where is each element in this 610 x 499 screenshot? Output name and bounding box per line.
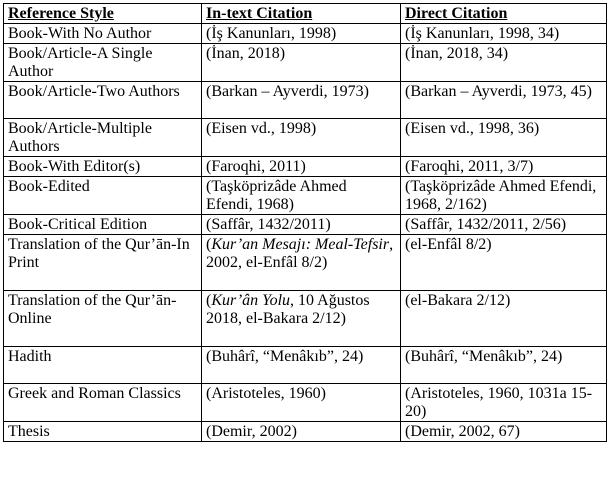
direct-citation-cell: (Barkan – Ayverdi, 1973, 45) — [401, 82, 607, 119]
in-text-citation-cell: (Barkan – Ayverdi, 1973) — [202, 82, 401, 119]
direct-citation-cell: (Saffâr, 1432/2011, 2/56) — [401, 215, 607, 235]
direct-citation-cell: (Faroqhi, 2011, 3/7) — [401, 157, 607, 177]
in-text-citation-cell: (İnan, 2018) — [202, 44, 401, 82]
reference-style-cell: Hadith — [4, 347, 202, 384]
table-row — [4, 422, 607, 442]
in-text-citation-cell: (Taşköprizâde Ahmed Efendi, 1968) — [202, 177, 401, 215]
reference-style-cell: Book-With No Author — [4, 24, 202, 44]
reference-style-cell: Translation of the Qur’ān-Online — [4, 291, 202, 347]
direct-citation-cell: (el-Bakara 2/12) — [401, 291, 607, 347]
table-row — [4, 347, 607, 384]
table-row — [4, 384, 607, 422]
citation-open: ( — [206, 236, 212, 253]
table-row — [4, 215, 607, 235]
direct-citation-cell: (İnan, 2018, 34) — [401, 44, 607, 82]
header-direct-citation: Direct Citation — [401, 4, 607, 24]
in-text-citation-cell: (Aristoteles, 1960) — [202, 384, 401, 422]
citation-open: ( — [206, 292, 212, 309]
table-row — [4, 177, 607, 215]
header-reference-style: Reference Style — [4, 4, 202, 24]
table-row — [4, 24, 607, 44]
in-text-citation-cell: (Demir, 2002) — [202, 422, 401, 442]
citation-rest: , 2002, el-Enfâl 8/2) — [206, 236, 394, 271]
direct-citation-cell: (Aristoteles, 1960, 1031a 15-20) — [401, 384, 607, 422]
direct-citation-cell: (Eisen vd., 1998, 36) — [401, 119, 607, 157]
reference-style-cell: Translation of the Qur’ān-In Print — [4, 235, 202, 291]
table-row — [4, 119, 607, 157]
citation-title-italic: Kur’an Mesajı: Meal-Tefsir — [211, 236, 390, 253]
direct-citation-cell: (Taşköprizâde Ahmed Efendi, 1968, 2/162) — [401, 177, 607, 215]
reference-style-cell: Book-Critical Edition — [4, 215, 202, 235]
table-row — [4, 235, 607, 291]
reference-style-cell: Book/Article-A Single Author — [4, 44, 202, 82]
header-in-text-citation: In-text Citation — [202, 4, 401, 24]
table-row — [4, 157, 607, 177]
in-text-citation-cell: (İş Kanunları, 1998) — [202, 24, 401, 44]
reference-style-table — [3, 3, 607, 442]
table-header-row — [4, 4, 607, 24]
reference-style-cell: Book-With Editor(s) — [4, 157, 202, 177]
reference-style-cell: Greek and Roman Classics — [4, 384, 202, 422]
citation-rest: , 10 Ağustos 2018, el-Bakara 2/12) — [206, 292, 370, 327]
table-row — [4, 82, 607, 119]
direct-citation-cell: (Demir, 2002, 67) — [401, 422, 607, 442]
direct-citation-cell: (Buhârî, “Menâkıb”, 24) — [401, 347, 607, 384]
citation-title-italic: Kur’ân Yolu — [211, 292, 291, 309]
table-row — [4, 44, 607, 82]
direct-citation-cell: (el-Enfâl 8/2) — [401, 235, 607, 291]
reference-style-cell: Book/Article-Two Authors — [4, 82, 202, 119]
reference-style-cell: Book-Edited — [4, 177, 202, 215]
in-text-citation-cell: (Eisen vd., 1998) — [202, 119, 401, 157]
reference-style-cell: Book/Article-Multiple Authors — [4, 119, 202, 157]
in-text-citation-cell: (Buhârî, “Menâkıb”, 24) — [202, 347, 401, 384]
reference-style-cell: Thesis — [4, 422, 202, 442]
in-text-citation-cell: (Faroqhi, 2011) — [202, 157, 401, 177]
table-row — [4, 291, 607, 347]
direct-citation-cell: (İş Kanunları, 1998, 34) — [401, 24, 607, 44]
in-text-citation-cell: (Saffâr, 1432/2011) — [202, 215, 401, 235]
in-text-citation-cell — [202, 291, 401, 347]
in-text-citation-cell — [202, 235, 401, 291]
